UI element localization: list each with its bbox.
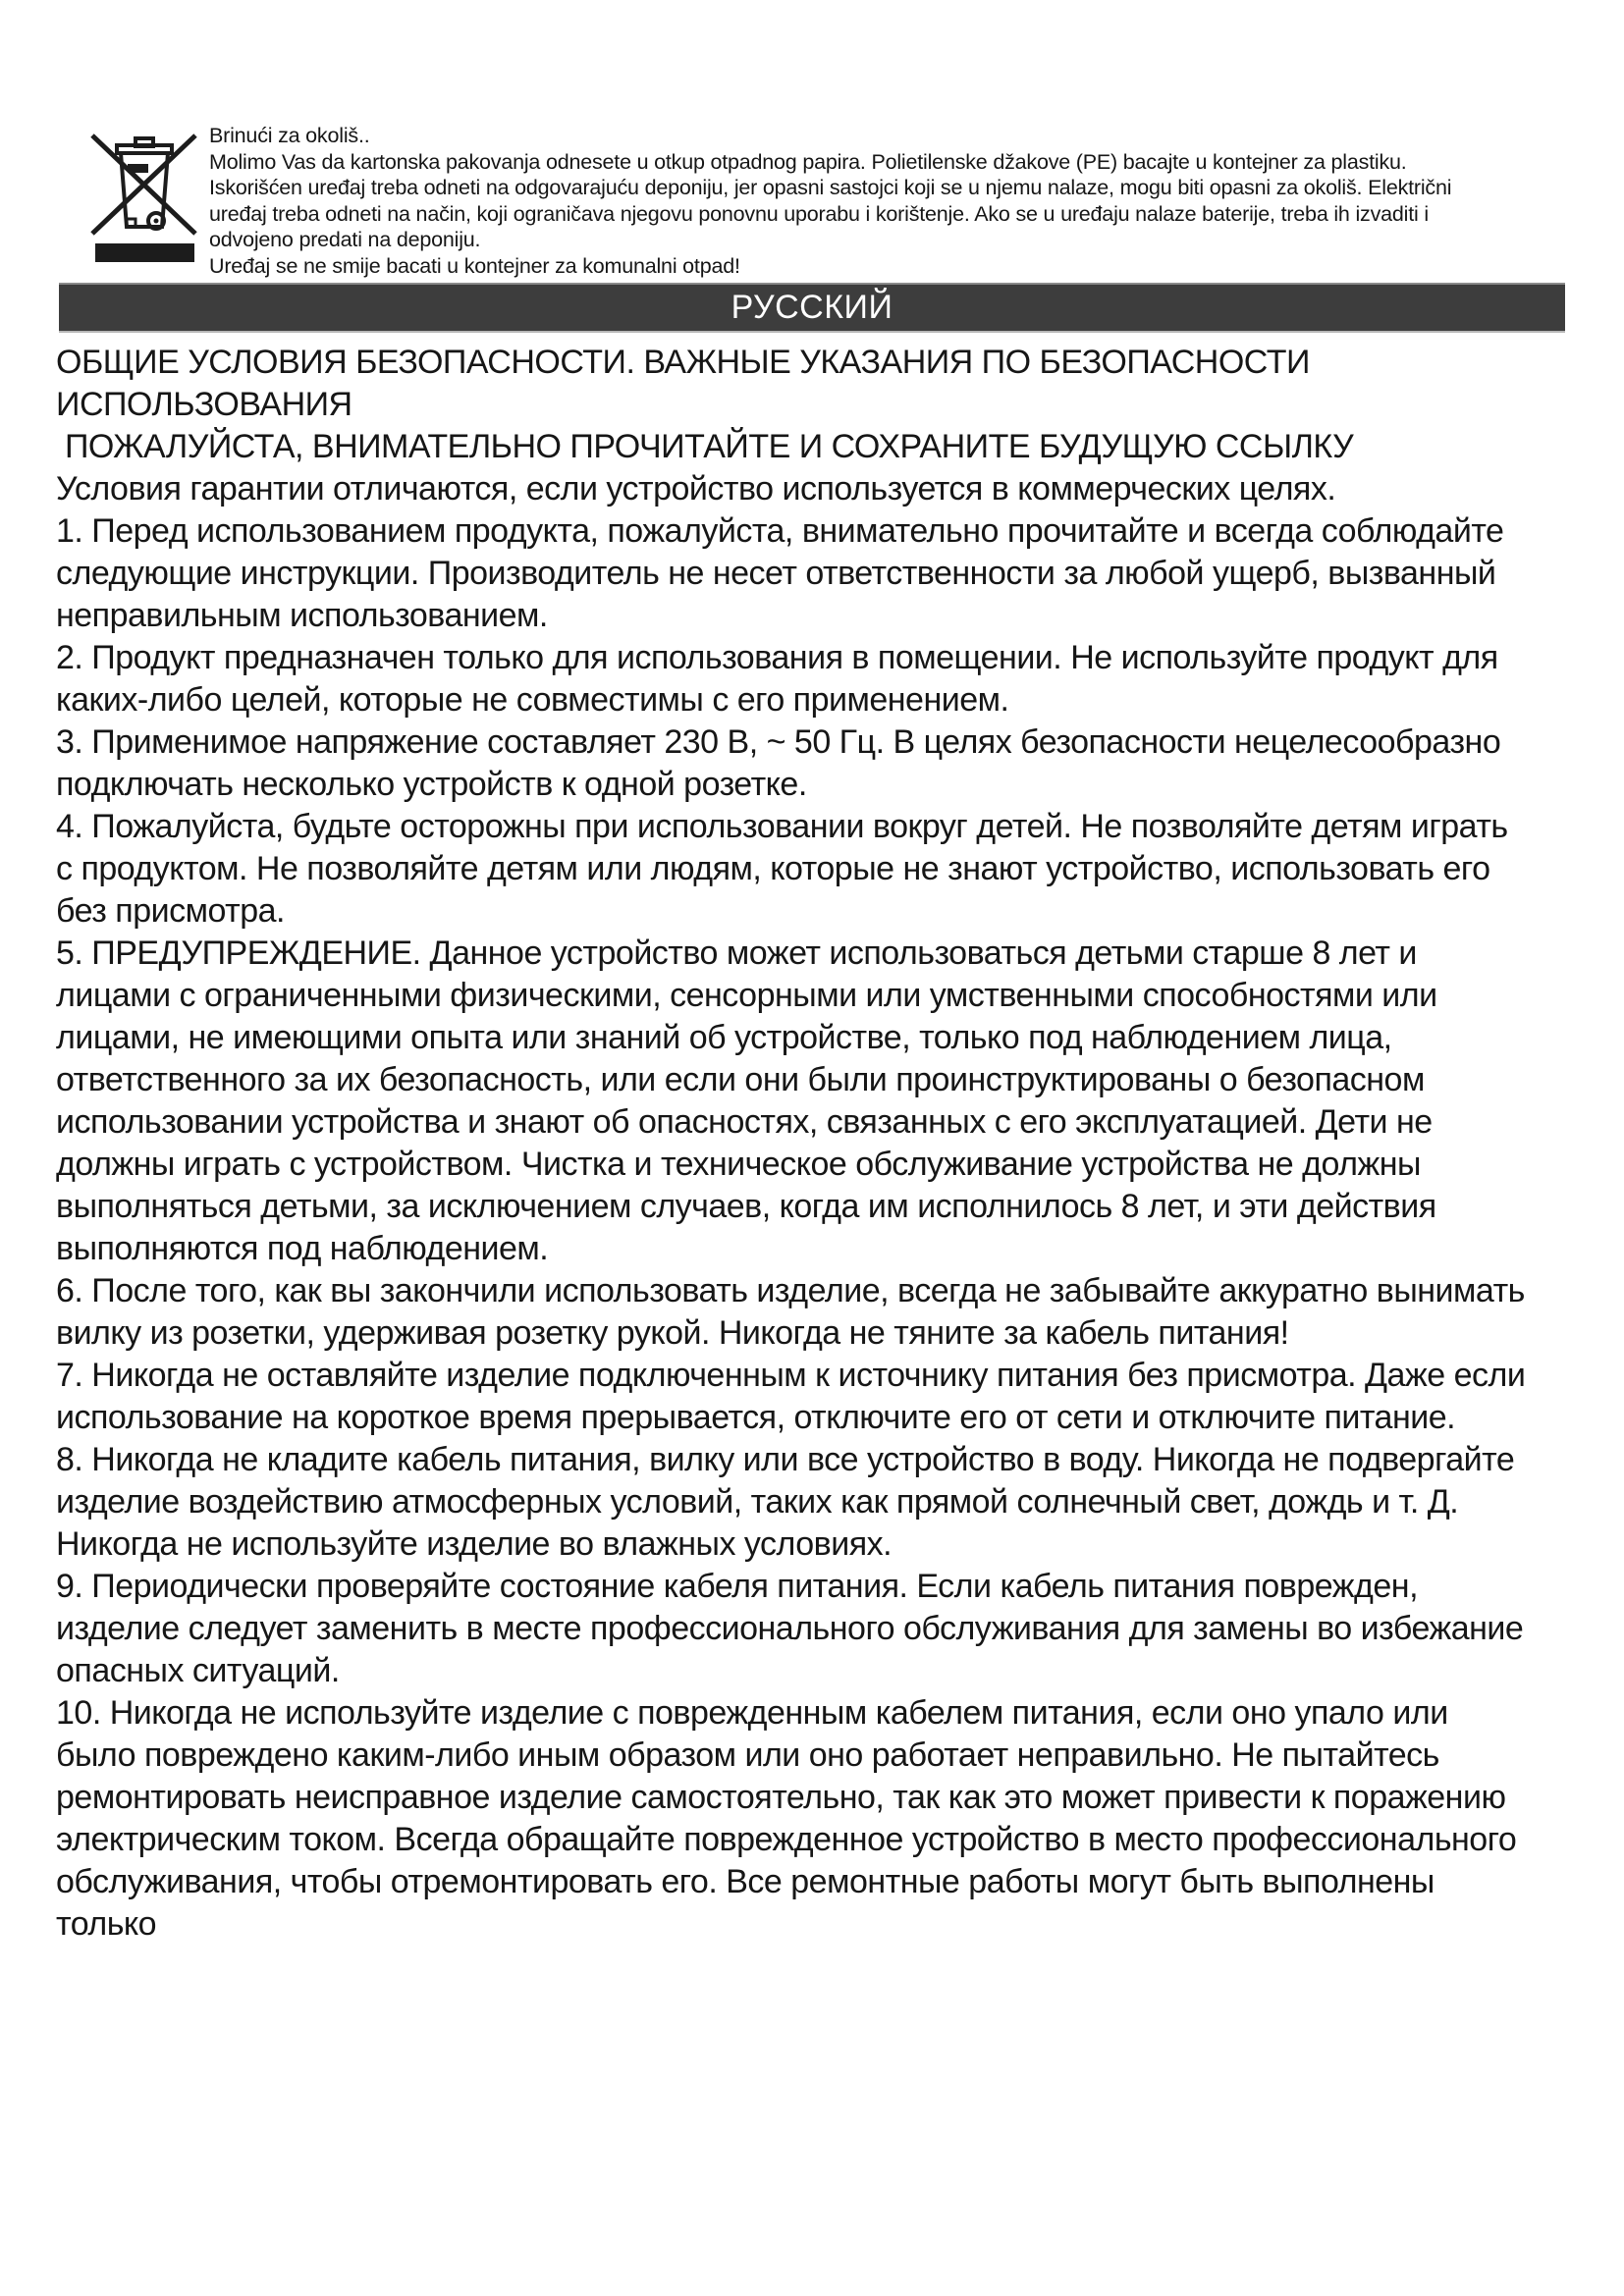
weee-crossed-out-wheeled-bin-icon	[90, 133, 199, 267]
safety-item: 4. Пожалуйста, будьте осторожны при использовании вокруг детей. Не позволяйте детям играть с продуктом. Не позволяйте детям или людям, которые не знают устройство, использовать его без присмотра.	[56, 808, 1517, 930]
safety-item: 8. Никогда не кладите кабель питания, вилку или все устройство в воду. Никогда не подвергайте изделие воздействию атмосферных условий, таких как прямой солнечный свет, дождь и т. Д. Никогда не используйте изделие во влажных условиях.	[56, 1441, 1524, 1563]
safety-item: 6. После того, как вы закончили использовать изделие, всегда не забывайте аккуратно вынимать вилку из розетки, удерживая розетку рукой. Никогда не тяните за кабель питания!	[56, 1272, 1534, 1352]
safety-item: 9. Периодически проверяйте состояние кабеля питания. Если кабель питания поврежден, изделие следует заменить в месте профессионального обслуживания для замены во избежание опасных ситуаций.	[56, 1568, 1533, 1689]
safety-instructions	[56, 342, 1535, 1946]
safety-subheading: ПОЖАЛУЙСТА, ВНИМАТЕЛЬНО ПРОЧИТАЙТЕ И СОХРАНИТЕ БУДУЩУЮ ССЫЛКУ	[56, 428, 1354, 465]
recycling-notice-footer: Uređaj se ne smije bacati u kontejner za komunalni otpad!	[209, 253, 740, 278]
safety-item: 5. ПРЕДУПРЕЖДЕНИЕ. Данное устройство может использоваться детьми старше 8 лет и лицами с ограниченными физическими, сенсорными или умственными способностями или лицами, не имеющими опыта или знаний об устройстве, только под наблюдением лица, ответственного за их безопасность, или если они были проинструктированы о безопасном использовании устройства и знают об опасностях, связанных с его эксплуатацией. Дети не должны играть с устройством. Чистка и техническое обслуживание устройства не должны выполняться детьми, за исключением случаев, когда им исполнилось 8 лет, и эти действия выполняются под наблюдением.	[56, 934, 1446, 1267]
safety-item: 10. Никогда не используйте изделие с поврежденным кабелем питания, если оно упало или было повреждено каким-либо иным образом или оно работает неправильно. Не пытайтесь ремонтировать неисправное изделие самостоятельно, так как это может привести к поражению электрическим током. Всегда обращайте поврежденное устройство в место профессионального обслуживания, чтобы отремонтировать его. Все ремонтные работы могут быть выполнены только	[56, 1694, 1526, 1943]
safety-item: 3. Применимое напряжение составляет 230 В, ~ 50 Гц. В целях безопасности нецелесообразно подключать несколько устройств к одной розетке.	[56, 723, 1510, 803]
language-header-label: РУССКИЙ	[731, 289, 893, 326]
recycling-notice-text	[209, 123, 1476, 279]
language-header-bar	[59, 283, 1565, 333]
safety-item: 2. Продукт предназначен только для использования в помещении. Не используйте продукт для каких-либо целей, которые не совместимы с его применением.	[56, 639, 1507, 719]
recycling-notice-body: Molimo Vas da kartonska pakovanja odnesete u otkup otpadnog papira. Polietilenske džakove (PE) bacajte u kontejner za plastiku. Iskorišćen uređaj treba odneti na odgovarajuću deponiju, jer opasni sastojci koji se u njemu nalaze, mogu biti opasni za okoliš. Električni uređaj treba odneti na način, koji ograničava njegovu ponovnu uporabu i korištenje. Ako se u uređaju nalaze baterije, treba ih izvaditi i odvojeno predati na deponiju.	[209, 149, 1452, 251]
safety-item: 7. Никогда не оставляйте изделие подключенным к источнику питания без присмотра. Даже если использование на короткое время прерывается, отключите его от сети и отключите питание.	[56, 1357, 1535, 1436]
recycling-notice	[90, 118, 1555, 279]
safety-item: 1. Перед использованием продукта, пожалуйста, внимательно прочитайте и всегда соблюдайте следующие инструкции. Производитель не несет ответственности за любой ущерб, вызванный неправильным использованием.	[56, 512, 1513, 634]
safety-heading: ОБЩИЕ УСЛОВИЯ БЕЗОПАСНОСТИ. ВАЖНЫЕ УКАЗАНИЯ ПО БЕЗОПАСНОСТИ ИСПОЛЬЗОВАНИЯ	[56, 344, 1319, 423]
recycling-notice-title: Brinući za okoliš..	[209, 124, 370, 147]
safety-intro: Условия гарантии отличаются, если устройство используется в коммерческих целях.	[56, 470, 1336, 507]
